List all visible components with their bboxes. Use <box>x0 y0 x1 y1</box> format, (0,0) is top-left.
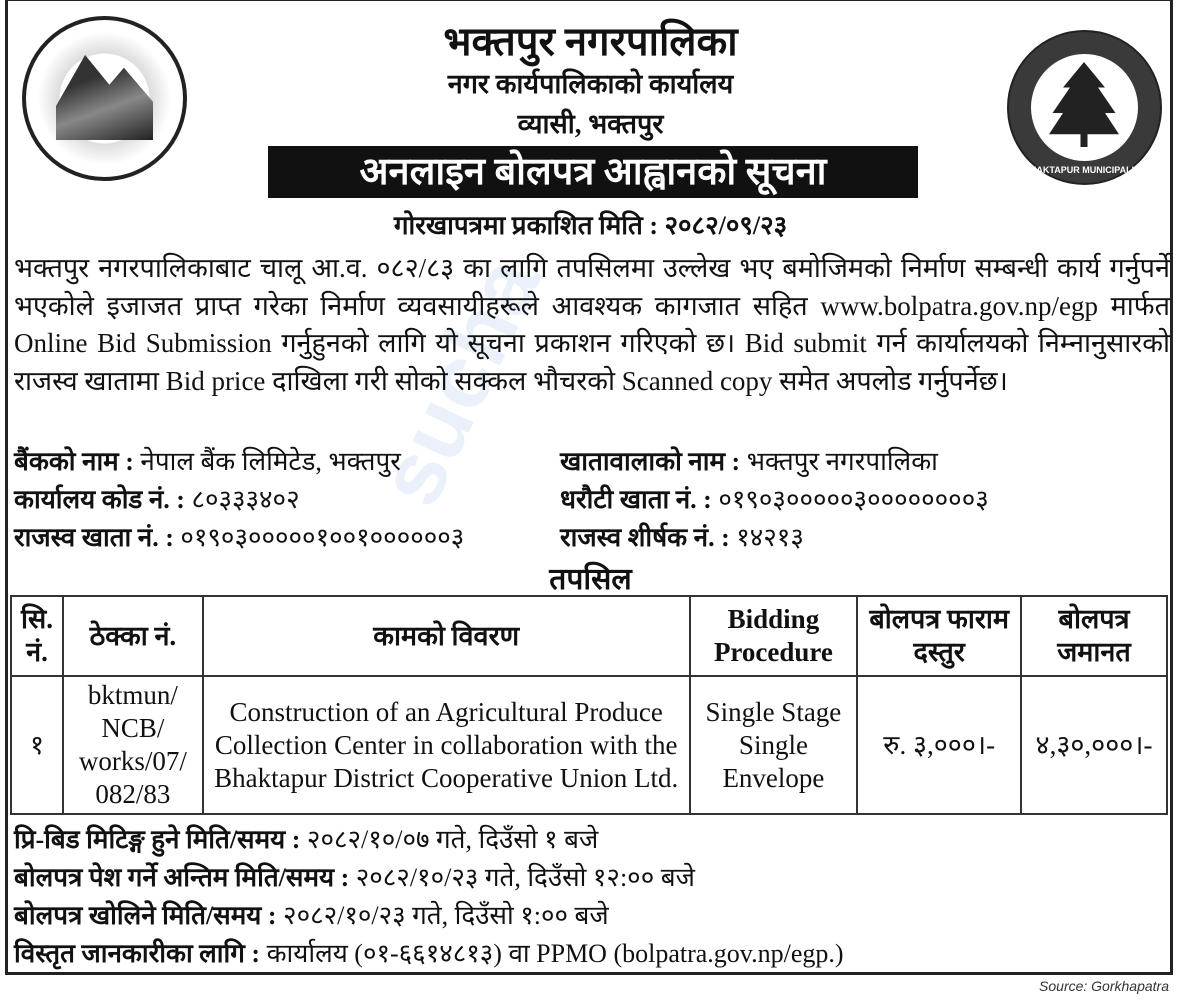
cell-bid-security: ४,३०,०००।- <box>1021 676 1167 814</box>
prebid-label: प्रि-बिड मिटिङ्ग हुने मिति/समय : <box>14 825 301 854</box>
org-name: भक्तपुर नगरपालिका <box>443 19 738 64</box>
office-code-value: ८०३३३४०२ <box>191 485 300 514</box>
deposit-label: धरौटी खाता नं. : <box>560 485 712 514</box>
location: व्यासी, भक्तपुर <box>517 109 664 139</box>
cell-form-fee: रु. ३,०००।- <box>857 676 1021 814</box>
watermark: sucha <box>359 242 560 521</box>
revenue-account-label: राजस्व खाता नं. : <box>14 523 174 552</box>
col-sn: सि. नं. <box>11 596 63 676</box>
revenue-account-value: ०१९०३०००००१००१००००००३ <box>180 523 465 552</box>
cell-sn: १ <box>11 676 63 814</box>
cell-bidding-procedure: Single Stage Single Envelope <box>690 676 858 814</box>
contact-value: कार्यालय (०१-६६१४८१३) वा PPMO (bolpatra.gov.np/egp.) <box>266 939 844 968</box>
table-header-row <box>11 596 1167 676</box>
deadline-label: बोलपत्र पेश गर्ने अन्तिम मिति/समय : <box>14 863 350 892</box>
logo-text: BHAKTAPUR MUNICIPALITY <box>1023 165 1146 175</box>
revenue-head-value: १४२१३ <box>736 523 804 552</box>
prebid-value: २०८२/१०/०७ गते, दिउँसो १ बजे <box>306 825 599 854</box>
opening-label: बोलपत्र खोलिने मिति/समय : <box>14 901 277 930</box>
deposit-value: ०१९०३०००००३००००००००३ <box>718 485 989 514</box>
col-form-fee: बोलपत्र फाराम दस्तुर <box>857 596 1021 676</box>
notice-title: अनलाइन बोलपत्र आह्वानको सूचना <box>268 146 918 198</box>
tender-table <box>10 595 1168 815</box>
table-row <box>11 676 1167 814</box>
office-name: नगर कार्यपालिकाको कार्यालय <box>447 69 734 99</box>
col-description: कामको विवरण <box>203 596 690 676</box>
office-code-label: कार्यालय कोड नं. : <box>14 485 185 514</box>
holder-value: भक्तपुर नगरपालिका <box>746 447 938 476</box>
holder-label: खातावालाको नाम : <box>560 447 741 476</box>
deadline-value: २०८२/१०/२३ गते, दिउँसो १२:०० बजे <box>355 863 695 892</box>
published-date: गोरखापत्रमा प्रकाशित मिति : २०८२/०९/२३ <box>393 211 788 240</box>
notice-body: भक्तपुर नगरपालिकाबाट चालू आ.व. ०८२/८३ का लागि तपसिलमा उल्लेख भए बमोजिमको निर्माण सम्बन्धी कार्य गर्नुपर्ने भएकोले इजाजत प्राप्त गरेका निर्माण व्यवसायीहरूले आवश्यक कागजात सहित www.bolpatra.gov.np/egp मार्फत Online Bid Submission गर्नुहुनको लागि यो सूचना प्रकाशन गरिएको छ। Bid submit गर्न कार्यालयको निम्नानुसारको राजस्व खातामा Bid price दाखिला गरी सोको सक्कल भौचरको Scanned copy समेत अपलोड गर्नुपर्नेछ। <box>14 253 1170 396</box>
table-title: तपसिल <box>549 563 632 596</box>
bank-label: बैंकको नाम : <box>14 447 134 476</box>
contact-label: विस्तृत जानकारीका लागि : <box>14 939 261 968</box>
col-bid-security: बोलपत्र जमानत <box>1021 596 1167 676</box>
cell-description: Construction of an Agricultural Produce Collection Center in collaboration with the Bhaktapur District Cooperative Union Ltd. <box>203 676 690 814</box>
source-credit: Source: Gorkhapatra <box>1039 978 1169 994</box>
bank-value: नेपाल बैंक लिमिटेड, भक्तपुर <box>140 447 401 476</box>
cell-contract-no: bktmun/ NCB/ works/07/ 082/83 <box>63 676 203 814</box>
opening-value: २०८२/१०/२३ गते, दिउँसो १:०० बजे <box>283 901 609 930</box>
revenue-head-label: राजस्व शीर्षक नं. : <box>560 523 730 552</box>
col-bidding-procedure: Bidding Procedure <box>690 596 858 676</box>
col-contract-no: ठेक्का नं. <box>63 596 203 676</box>
